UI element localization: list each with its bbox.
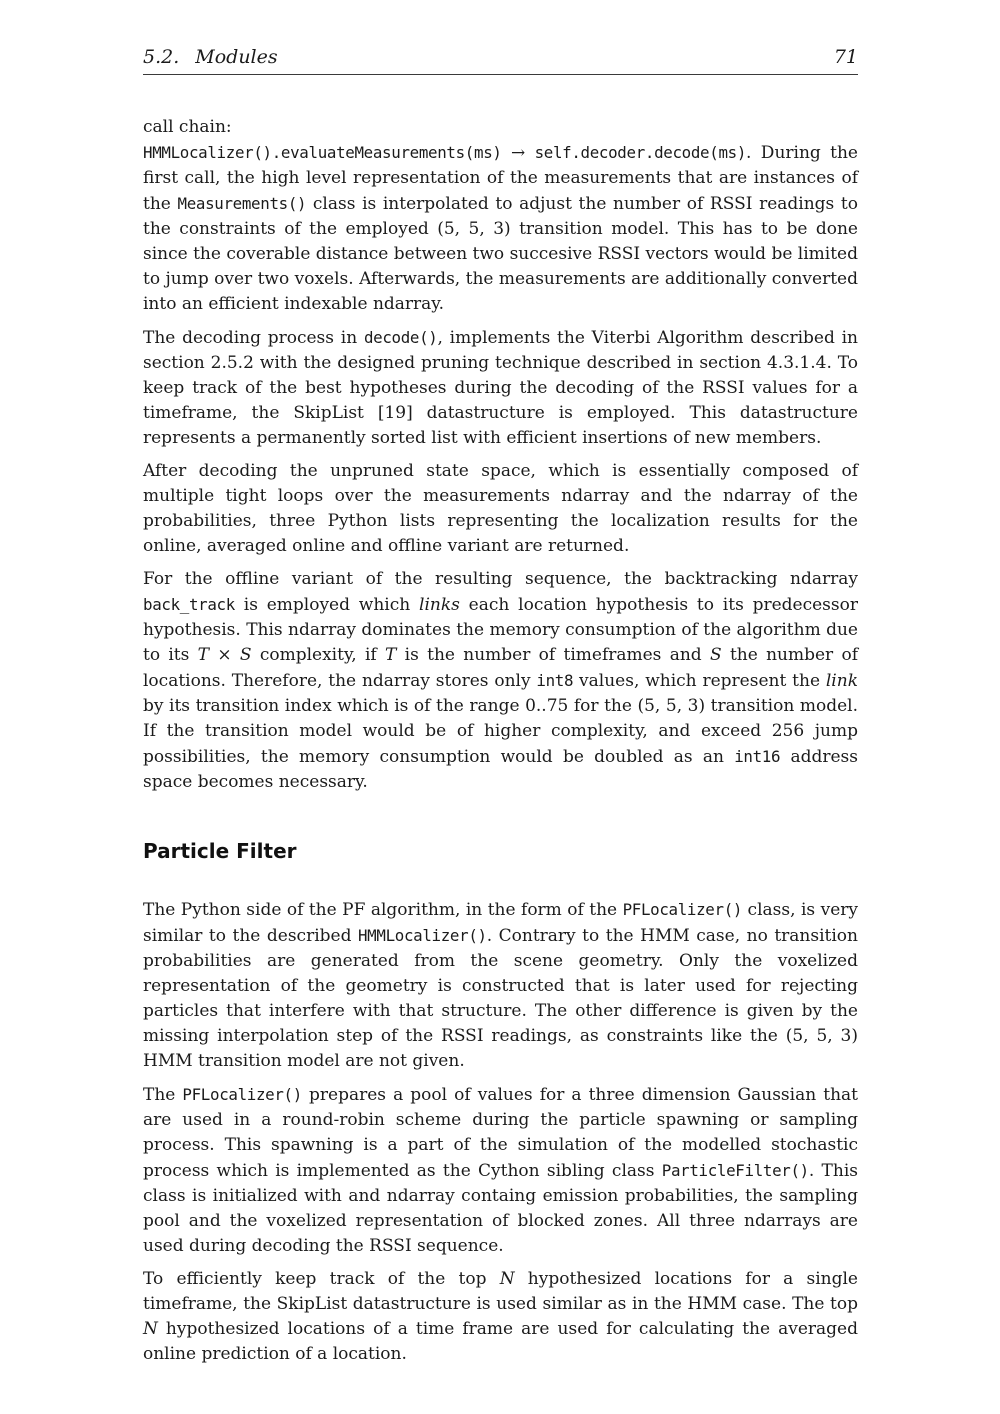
page-body (143, 115, 858, 1367)
paragraph-after-decoding: After decoding the unpruned state space, which is essentially composed of multiple tight loops over the measurements ndarray and the ndarray of the probabilities, three Python lists representing the localization results for the online, averaged online and offline variant are returned. (143, 461, 858, 556)
page-number: 71 (833, 46, 858, 68)
section-title: Modules (195, 46, 278, 68)
paragraph-decoding-process: The decoding process in decode(), implements the Viterbi Algorithm described in section 2.5.2 with the designed pruning technique described in section 4.3.1.4. To keep track of the best hypotheses during the decoding of the RSSI values for a timeframe, the SkipList [19] datastructure is employed. This datastructure represents a permanently sorted list with efficient insertions of new members. (143, 328, 858, 448)
paragraph-call-chain: call chain: HMMLocalizer().evaluateMeasurements(ms) → self.decoder.decode(ms). During the first call, the high level representation of the measurements that are instances of the Measurements() class is interpolated to adjust the number of RSSI readings to the constraints of the employed (5, 5, 3) transition model. This has to be done since the coverable distance between two succesive RSSI vectors would be limited to jump over two voxels. Afterwards, the measurements are additionally converted into an efficient indexable ndarray. (143, 117, 859, 314)
paragraph-pflocalizer-pool: The PFLocalizer() prepares a pool of values for a three dimension Gaussian that are used in a round-robin scheme during the particle spawning or sampling process. This spawning is a part of the simulation of the modelled stochastic process which is implemented as the Cython sibling class ParticleFilter(). This class is initialized with and ndarray containg emission probabilities, the sampling pool and the voxelized representation of blocked zones. All three ndarrays are used during decoding the RSSI sequence. (143, 1085, 858, 1256)
section-number: 5.2. (143, 46, 180, 68)
paragraph-pflocalizer-intro: The Python side of the PF algorithm, in the form of the PFLocalizer() class, is very similar to the described HMMLocalizer(). Contrary to the HMM case, no transition probabilities are generated from the scene geometry. Only the voxelized representation of the geometry is constructed that is later used for rejecting particles that interfere with that structure. The other difference is given by the missing interpolation step of the RSSI readings, as constraints like the (5, 5, 3) HMM transition model are not given. (143, 900, 858, 1071)
page-header (143, 46, 858, 75)
subsection-heading-particle-filter: Particle Filter (143, 839, 297, 863)
paragraph-offline-variant: For the offline variant of the resulting sequence, the backtracking ndarray back_track is employed which links each location hypothesis to its predecessor hypothesis. This ndarray dominates the memory consumption of the algorithm due to its T × S complexity, if T is the number of timeframes and S the number of locations. Therefore, the ndarray stores only int8 values, which represent the link by its transition index which is of the range 0..75 for the (5, 5, 3) transition model. If the transition model would be of higher complexity, and exceed 256 jump possibilities, the memory consumption would be doubled as an int16 address space becomes necessary. (143, 569, 858, 792)
paragraph-top-n-tracking: To efficiently keep track of the top N hypothesized locations for a single timeframe, the SkipList datastructure is used similar as in the HMM case. The top N hypothesized locations of a time frame are used for calculating the averaged online prediction of a location. (143, 1269, 858, 1364)
running-header (143, 46, 278, 68)
